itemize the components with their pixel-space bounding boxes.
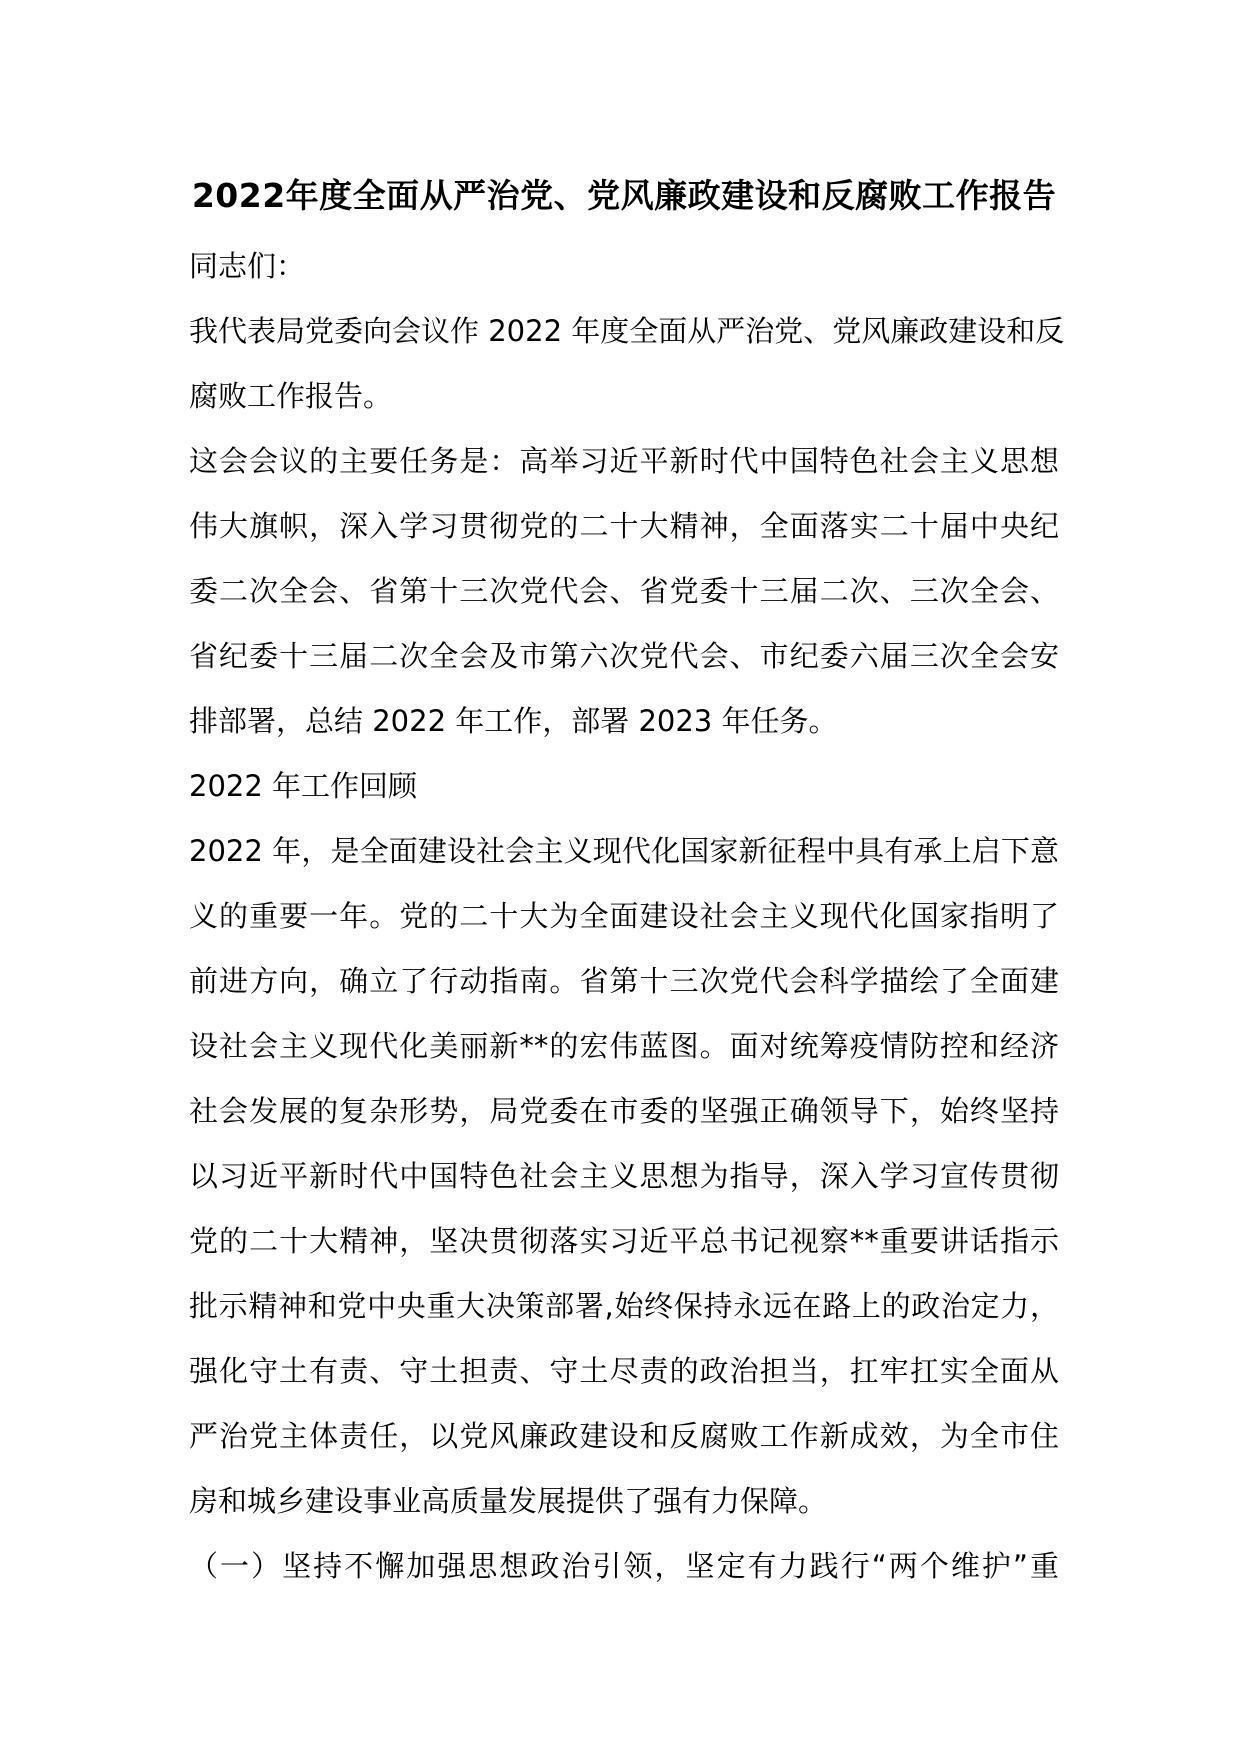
text-line: 批示精神和党中央重大决策部署,始终保持永远在路上的政治定力， (189, 1289, 1059, 1323)
text-line: 2022 年，是全面建设社会主义现代化国家新征程中具有承上启下意 (189, 834, 1059, 868)
text-line: 同志们： (189, 249, 306, 283)
text-line: 党的二十大精神，坚决贯彻落实习近平总书记视察**重要讲话指示 (189, 1224, 1059, 1258)
text-line: 省纪委十三届二次全会及市第六次党代会、市纪委六届三次全会安 (189, 639, 1059, 673)
text-line: 强化守土有责、守土担责、守土尽责的政治担当，扛牢扛实全面从 (189, 1354, 1059, 1388)
text-line: 前进方向，确立了行动指南。省第十三次党代会科学描绘了全面建 (189, 964, 1059, 998)
text-line: 腐败工作报告。 (189, 379, 393, 413)
section-heading: 2022 年工作回顾 (189, 769, 418, 803)
text-line: 义的重要一年。党的二十大为全面建设社会主义现代化国家指明了 (189, 899, 1059, 933)
text-line: 我代表局党委向会议作 2022 年度全面从严治党、党风廉政建设和反 (189, 314, 1065, 348)
text-line: 委二次全会、省第十三次党代会、省党委十三届二次、三次全会、 (189, 574, 1059, 608)
text-line: 以习近平新时代中国特色社会主义思想为指导，深入学习宣传贯彻 (189, 1159, 1059, 1193)
text-line: 房和城乡建设事业高质量发展提供了强有力保障。 (189, 1484, 828, 1518)
text-line: 社会发展的复杂形势，局党委在市委的坚强正确领导下，始终坚持 (189, 1094, 1059, 1128)
text-line: 排部署，总结 2022 年工作，部署 2023 年任务。 (189, 704, 838, 738)
text-line: 设社会主义现代化美丽新**的宏伟蓝图。面对统筹疫情防控和经济 (189, 1029, 1059, 1063)
text-line: 严治党主体责任，以党风廉政建设和反腐败工作新成效，为全市住 (189, 1419, 1059, 1453)
text-line: （一）坚持不懈加强思想政治引领，坚定有力践行“两个维护”重 (189, 1549, 1059, 1583)
text-line: 这会会议的主要任务是：高举习近平新时代中国特色社会主义思想 (189, 444, 1059, 478)
text-line: 伟大旗帜，深入学习贯彻党的二十大精神，全面落实二十届中央纪 (189, 509, 1059, 543)
document-body (189, 234, 1065, 1599)
document-title: 2022年度全面从严治党、党风廉政建设和反腐败工作报告 (191, 176, 1057, 215)
